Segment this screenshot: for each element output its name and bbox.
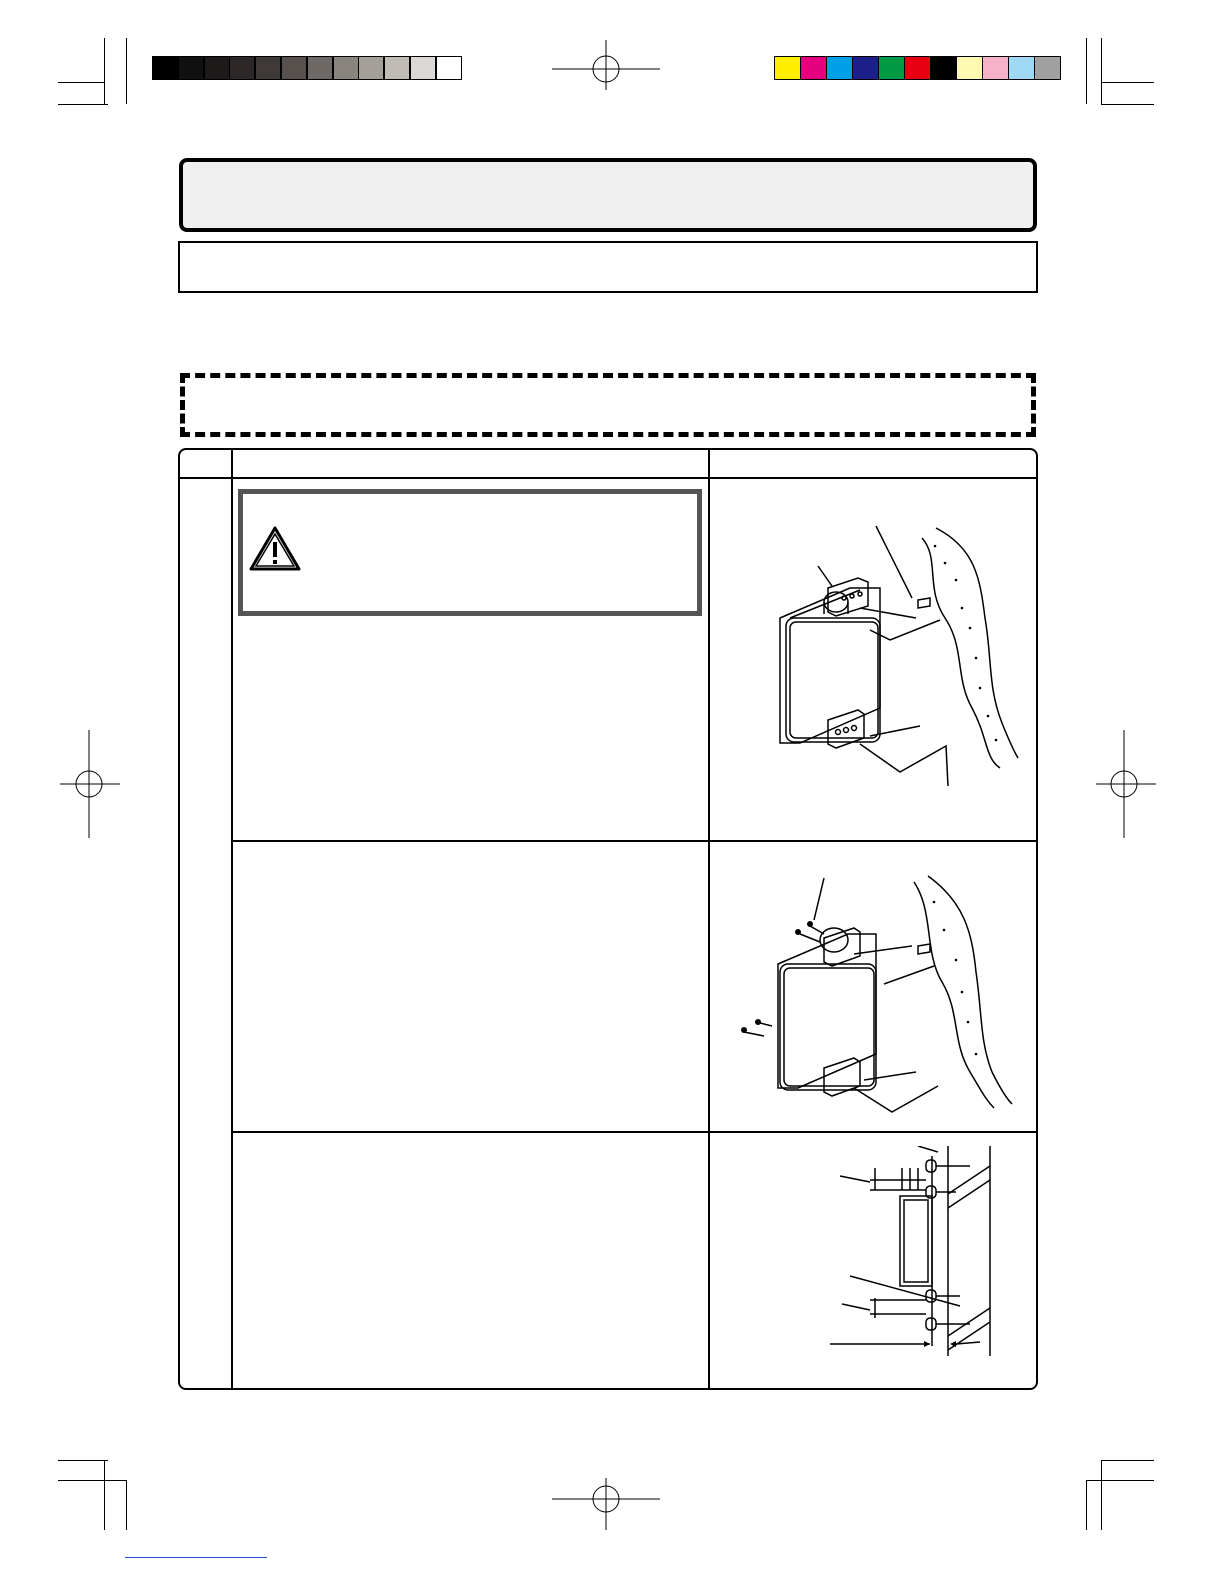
grayscale-swatch [255, 56, 281, 80]
grayscale-swatch [204, 56, 230, 80]
process-color-swatch [982, 56, 1009, 80]
subtitle-box [178, 241, 1038, 293]
grayscale-swatch [436, 56, 462, 80]
process-color-swatch [930, 56, 957, 80]
section-heading-box [180, 373, 1036, 437]
grayscale-swatch [384, 56, 410, 80]
process-color-swatch [826, 56, 853, 80]
grayscale-swatch [358, 56, 384, 80]
grayscale-swatch [229, 56, 255, 80]
wall-section-illustration [830, 1146, 1000, 1361]
process-color-swatch [800, 56, 827, 80]
process-color-swatch [1008, 56, 1035, 80]
process-color-swatch [1034, 56, 1061, 80]
title-banner [179, 158, 1037, 232]
warning-box [238, 489, 702, 616]
grayscale-swatch [281, 56, 307, 80]
process-color-swatch [852, 56, 879, 80]
process-color-swatch [878, 56, 905, 80]
grayscale-swatch [410, 56, 436, 80]
grayscale-swatch [333, 56, 359, 80]
footer-link-underline[interactable] [125, 1557, 267, 1558]
crosshair-registration-icon [60, 730, 120, 838]
process-color-swatch [904, 56, 931, 80]
process-color-swatch [956, 56, 983, 80]
crosshair-registration-icon [552, 1470, 660, 1530]
process-color-swatch [774, 56, 801, 80]
warning-triangle-icon [248, 524, 302, 572]
wall-mount-illustration-1 [740, 518, 1030, 793]
crosshair-registration-icon [1096, 730, 1156, 838]
grayscale-swatch [178, 56, 204, 80]
grayscale-swatch [152, 56, 178, 80]
crosshair-registration-icon [552, 40, 660, 100]
wall-mount-illustration-2 [724, 872, 1024, 1117]
grayscale-swatch [307, 56, 333, 80]
